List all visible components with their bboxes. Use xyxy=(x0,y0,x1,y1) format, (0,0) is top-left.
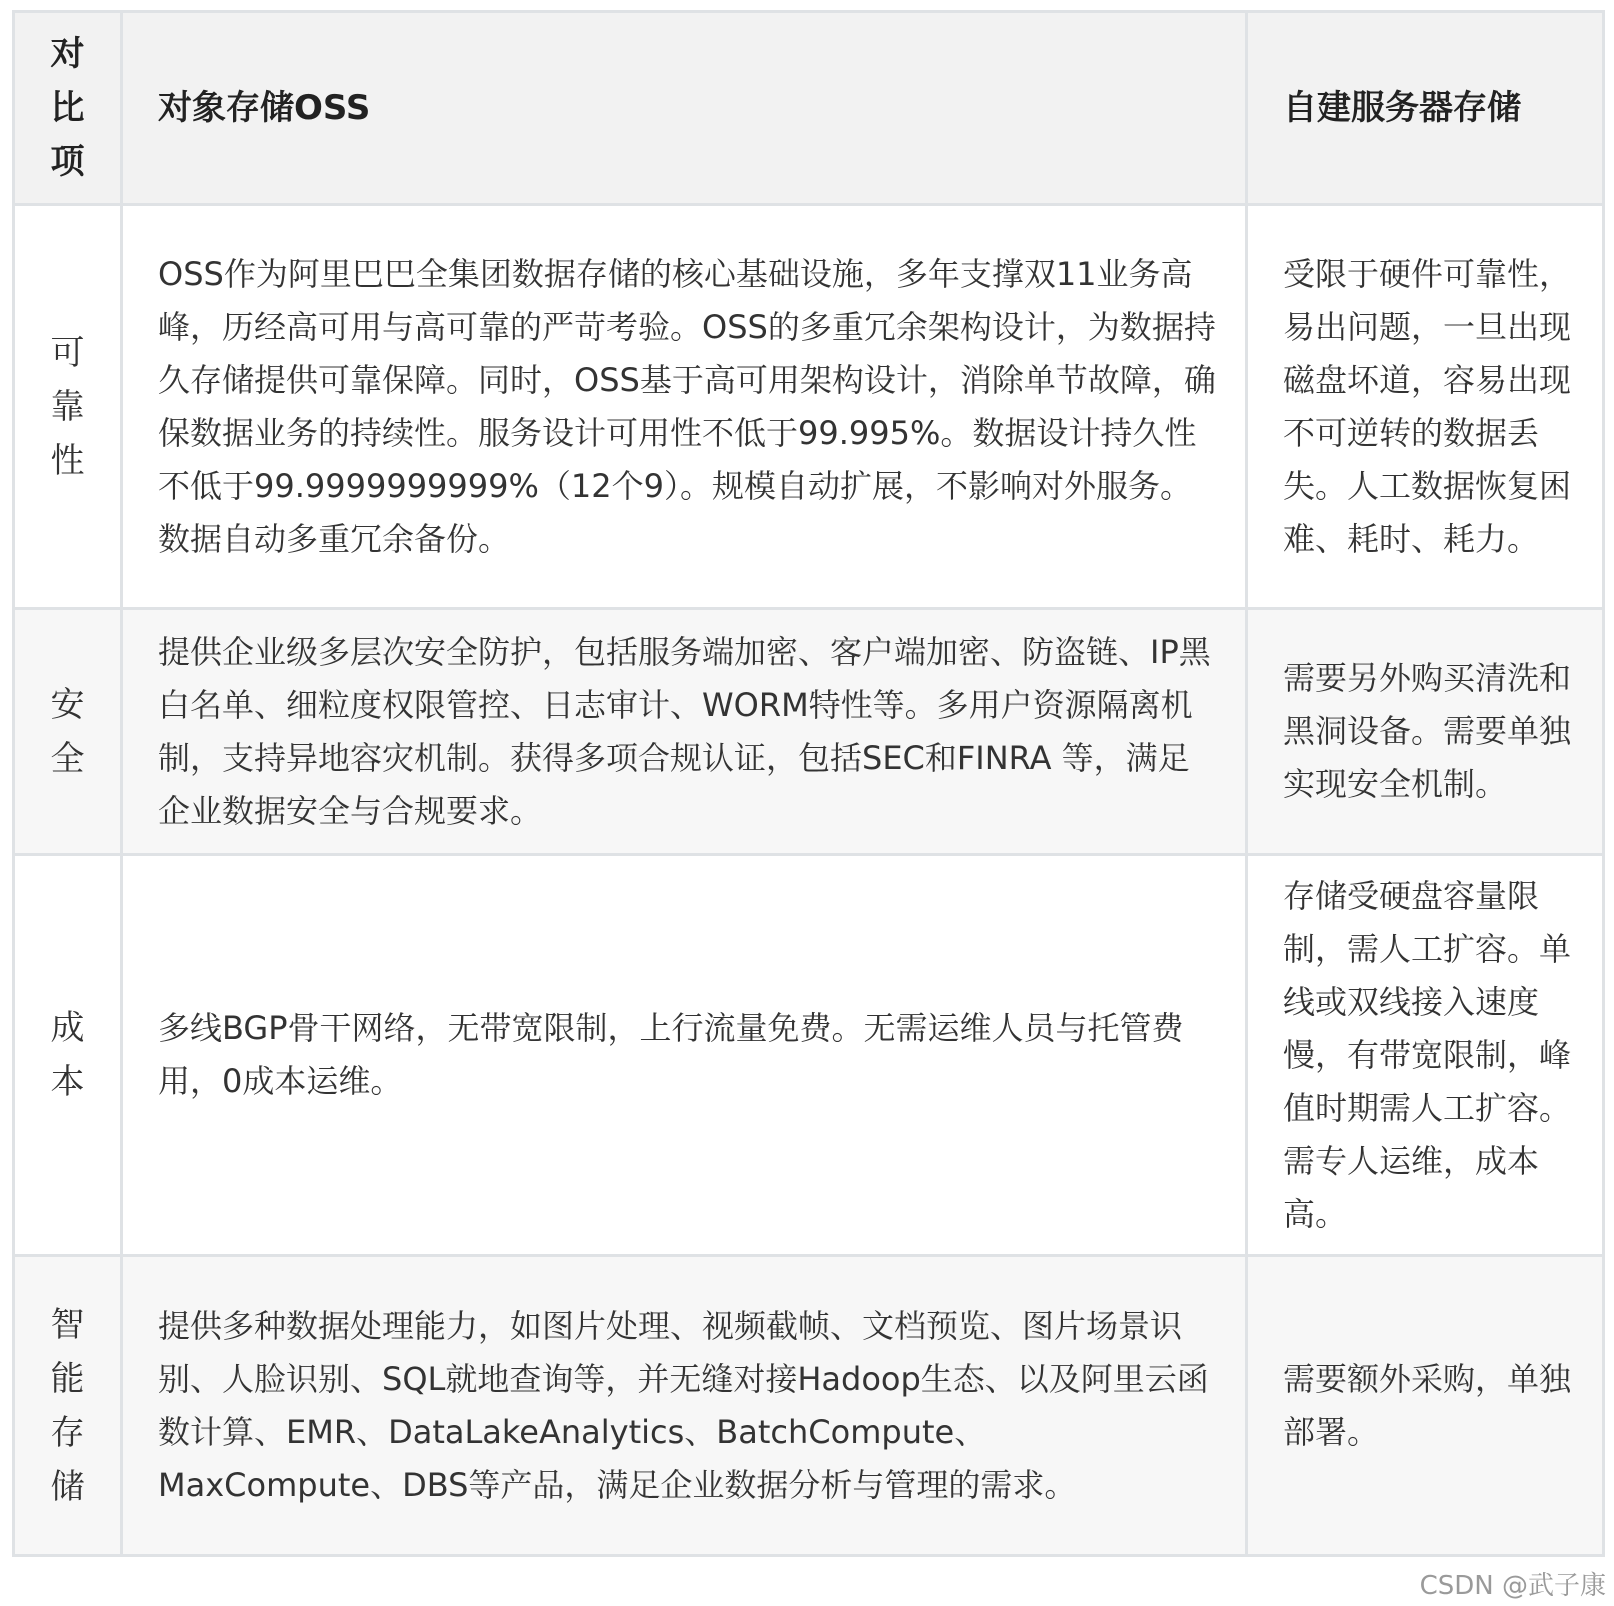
row-oss-cell: 提供多种数据处理能力，如图片处理、视频截帧、文档预览、图片场景识别、人脸识别、SQL就地查询等，并无缝对接Hadoop生态、以及阿里云函数计算、EMR、DataLakeAnalytics、BatchCompute、MaxCompute、DBS等产品，满足企业数据分析与管理的需求。 xyxy=(122,1256,1247,1556)
table-row xyxy=(14,855,1604,1256)
row-item: 智能存储 xyxy=(50,1304,85,1507)
row-oss-cell: 多线BGP骨干网络，无带宽限制，上行流量免费。无需运维人员与托管费用，0成本运维。 xyxy=(122,855,1247,1256)
row-oss-cell: 提供企业级多层次安全防护，包括服务端加密、客户端加密、防盗链、IP黑白名单、细粒度权限管控、日志审计、WORM特性等。多用户资源隔离机制，支持异地容灾机制。获得多项合规认证，包括SEC和FINRA 等，满足企业数据安全与合规要求。 xyxy=(122,609,1247,855)
table-row xyxy=(14,205,1604,609)
header-row xyxy=(14,12,1604,205)
row-self-cell: 需要额外采购，单独部署。 xyxy=(1247,1256,1604,1556)
row-self-cell: 受限于硬件可靠性，易出问题，一旦出现磁盘坏道，容易出现不可逆转的数据丢失。人工数据恢复困难、耗时、耗力。 xyxy=(1247,205,1604,609)
header-oss: 对象存储OSS xyxy=(122,12,1247,205)
row-item-cell xyxy=(14,609,122,855)
row-item-cell xyxy=(14,1256,122,1556)
row-self-cell: 需要另外购买清洗和黑洞设备。需要单独实现安全机制。 xyxy=(1247,609,1604,855)
row-item-cell xyxy=(14,855,122,1256)
comparison-table xyxy=(12,10,1605,1557)
row-item: 可靠性 xyxy=(50,332,85,481)
row-item: 成本 xyxy=(50,1008,85,1102)
row-item-cell xyxy=(14,205,122,609)
row-item: 安全 xyxy=(50,684,85,779)
header-self: 自建服务器存储 xyxy=(1247,12,1604,205)
row-oss-cell: OSS作为阿里巴巴全集团数据存储的核心基础设施，多年支撑双11业务高峰，历经高可用与高可靠的严苛考验。OSS的多重冗余架构设计，为数据持久存储提供可靠保障。同时，OSS基于高可用架构设计，消除单节故障，确保数据业务的持续性。服务设计可用性不低于99.995%。数据设计持久性不低于99.9999999999%（12个9）。规模自动扩展，不影响对外服务。数据自动多重冗余备份。 xyxy=(122,205,1247,609)
table-row xyxy=(14,609,1604,855)
watermark: CSDN @武子康 xyxy=(1419,1571,1606,1601)
header-item: 对比项 xyxy=(14,12,122,205)
row-self-cell: 存储受硬盘容量限制，需人工扩容。单线或双线接入速度慢，有带宽限制，峰值时期需人工扩容。需专人运维，成本高。 xyxy=(1247,855,1604,1256)
table-row xyxy=(14,1256,1604,1556)
